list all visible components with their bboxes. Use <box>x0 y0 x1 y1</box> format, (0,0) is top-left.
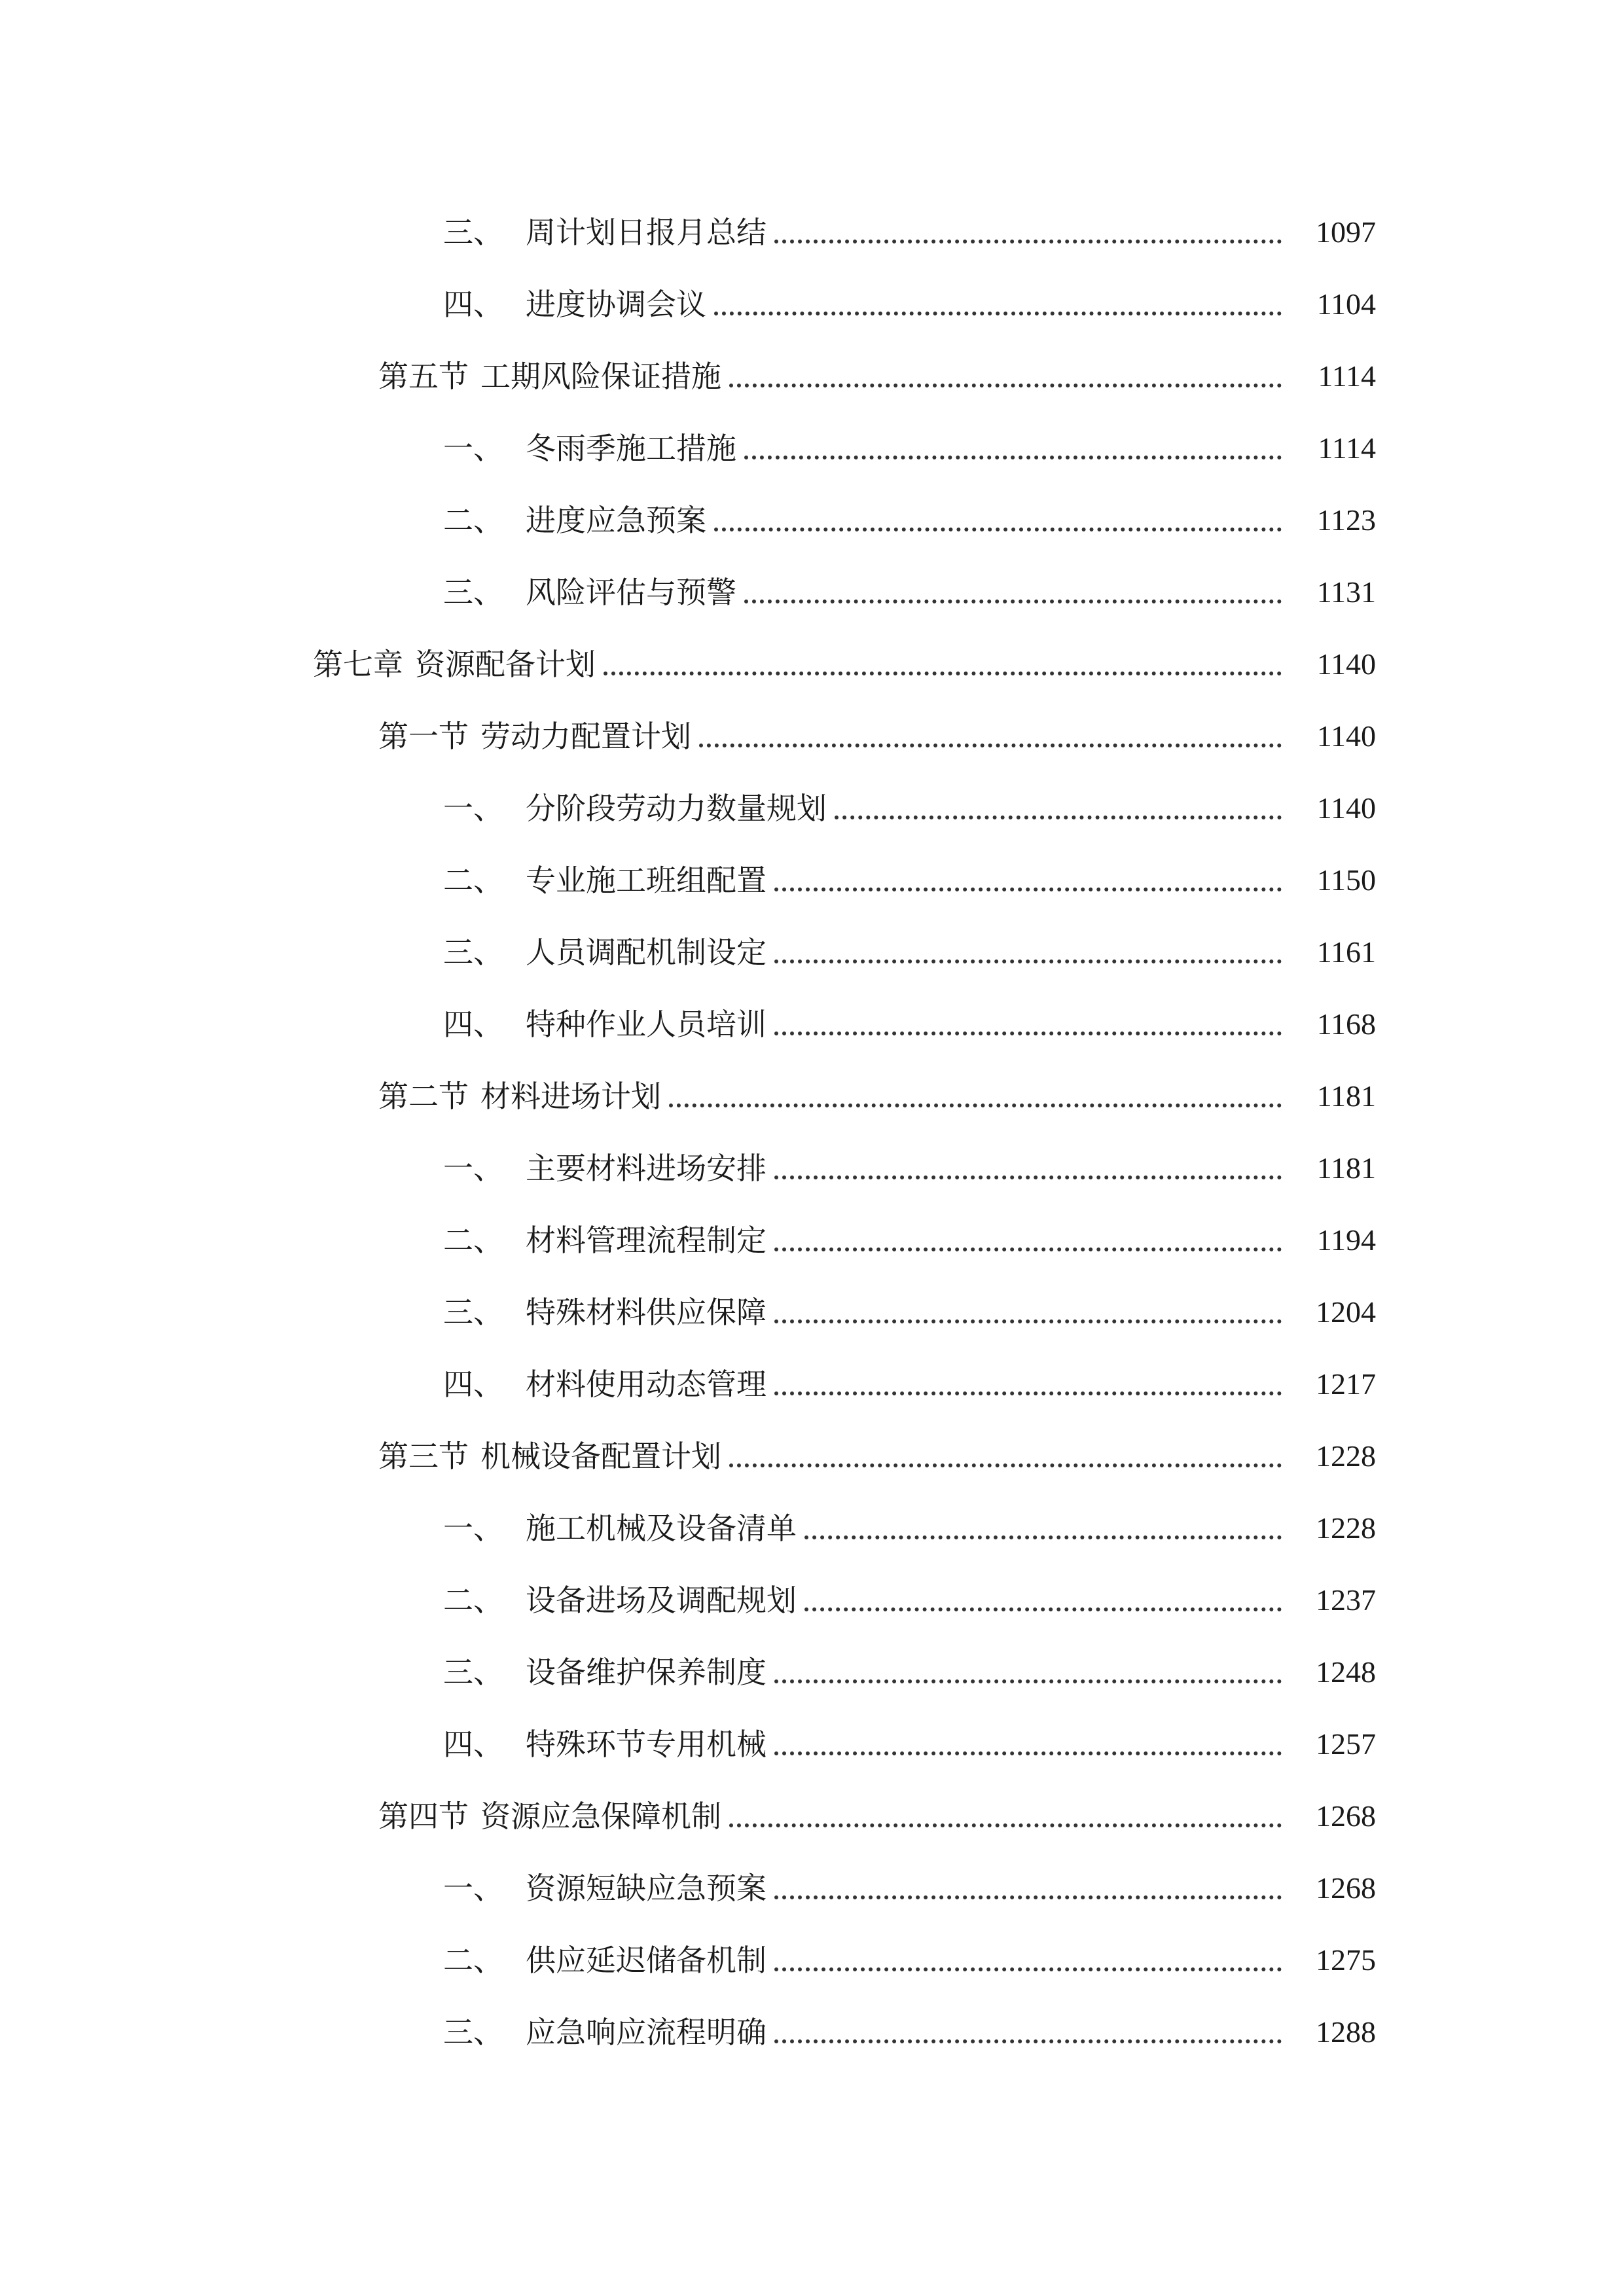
toc-entry[interactable] <box>0 1780 1624 1852</box>
toc-entry-title: 供应延迟储备机制 <box>526 1943 767 1978</box>
toc-entry[interactable] <box>0 916 1624 988</box>
toc-dot-leader <box>744 456 1282 459</box>
toc-entry-title: 设备维护保养制度 <box>526 1655 767 1690</box>
toc-entry-number: 三、 <box>443 2015 503 2050</box>
toc-entry-number: 三、 <box>443 215 503 250</box>
toc-dot-leader <box>804 1535 1282 1539</box>
toc-entry-title: 材料进场计划 <box>480 1079 661 1114</box>
toc-entry-title: 特殊材料供应保障 <box>526 1295 767 1330</box>
toc-entry-number: 四、 <box>443 1367 503 1402</box>
toc-dot-leader <box>774 1175 1282 1179</box>
toc-dot-leader <box>774 960 1282 963</box>
toc-entry-number: 四、 <box>443 1007 503 1042</box>
toc-dot-leader <box>804 1607 1282 1611</box>
toc-dot-leader <box>604 672 1282 675</box>
toc-entry-number: 一、 <box>443 431 503 466</box>
toc-entry-page-number: 1181 <box>1316 1079 1376 1113</box>
toc-dot-leader <box>774 240 1282 243</box>
toc-entry-title: 资源配备计划 <box>415 647 596 682</box>
toc-entry-number: 第五节 <box>378 359 469 394</box>
toc-entry-title: 资源应急保障机制 <box>480 1799 721 1834</box>
toc-entry[interactable] <box>0 196 1624 268</box>
toc-entry-number: 一、 <box>443 791 503 826</box>
toc-entry[interactable] <box>0 412 1624 484</box>
toc-entry-title: 机械设备配置计划 <box>480 1439 721 1474</box>
toc-entry-number: 二、 <box>443 1943 503 1978</box>
toc-entry[interactable] <box>0 1564 1624 1636</box>
toc-entry-page-number: 1275 <box>1316 1943 1376 1977</box>
toc-entry[interactable] <box>0 772 1624 844</box>
toc-entry-page-number: 1268 <box>1316 1871 1376 1905</box>
toc-entry[interactable] <box>0 1492 1624 1564</box>
toc-entry-page-number: 1257 <box>1316 1727 1376 1761</box>
toc-entry-title: 特种作业人员培训 <box>526 1007 767 1042</box>
toc-entry-title: 施工机械及设备清单 <box>526 1511 797 1546</box>
toc-entry-number: 第一节 <box>378 719 469 754</box>
toc-dot-leader <box>774 1031 1282 1035</box>
toc-entry-page-number: 1237 <box>1316 1583 1376 1617</box>
toc-entry[interactable] <box>0 1636 1624 1708</box>
toc-entry[interactable] <box>0 268 1624 340</box>
toc-entry-page-number: 1097 <box>1316 215 1376 249</box>
toc-dot-leader <box>729 384 1282 387</box>
toc-dot-leader <box>699 744 1282 747</box>
toc-entry-page-number: 1140 <box>1316 791 1376 825</box>
toc-entry-page-number: 1204 <box>1316 1295 1376 1329</box>
toc-entry-page-number: 1104 <box>1316 287 1376 321</box>
toc-dot-leader <box>714 528 1282 531</box>
toc-entry-title: 风险评估与预警 <box>526 575 736 610</box>
toc-entry[interactable] <box>0 1060 1624 1132</box>
toc-entry[interactable] <box>0 628 1624 700</box>
toc-entry-page-number: 1268 <box>1316 1799 1376 1833</box>
toc-dot-leader <box>744 600 1282 603</box>
toc-dot-leader <box>774 1751 1282 1755</box>
toc-entry[interactable] <box>0 988 1624 1060</box>
toc-entry-page-number: 1140 <box>1316 647 1376 681</box>
toc-dot-leader <box>774 1967 1282 1971</box>
toc-entry-title: 人员调配机制设定 <box>526 935 767 970</box>
toc-entry[interactable] <box>0 1924 1624 1996</box>
toc-entry-title: 材料管理流程制定 <box>526 1223 767 1258</box>
toc-entry-page-number: 1194 <box>1316 1223 1376 1257</box>
table-of-contents <box>0 196 1624 2068</box>
toc-dot-leader <box>774 1391 1282 1395</box>
toc-entry-title: 材料使用动态管理 <box>526 1367 767 1402</box>
toc-entry-title: 应急响应流程明确 <box>526 2015 767 2050</box>
toc-entry-title: 冬雨季施工措施 <box>526 431 736 466</box>
toc-entry-number: 一、 <box>443 1151 503 1186</box>
toc-entry-title: 工期风险保证措施 <box>480 359 721 394</box>
toc-entry-page-number: 1168 <box>1316 1007 1376 1041</box>
toc-entry-page-number: 1228 <box>1316 1511 1376 1545</box>
toc-entry-page-number: 1131 <box>1316 575 1376 609</box>
toc-entry-number: 四、 <box>443 1727 503 1762</box>
toc-entry-page-number: 1217 <box>1316 1367 1376 1401</box>
toc-entry-page-number: 1248 <box>1316 1655 1376 1689</box>
toc-entry-page-number: 1123 <box>1316 503 1376 537</box>
toc-entry-number: 三、 <box>443 1295 503 1330</box>
toc-dot-leader <box>774 1679 1282 1683</box>
toc-entry-title: 进度应急预案 <box>526 503 706 538</box>
toc-entry-title: 进度协调会议 <box>526 287 706 322</box>
toc-entry-title: 周计划日报月总结 <box>526 215 767 250</box>
toc-dot-leader <box>835 816 1282 819</box>
toc-entry[interactable] <box>0 1420 1624 1492</box>
toc-entry-number: 三、 <box>443 575 503 610</box>
toc-entry-page-number: 1114 <box>1318 431 1376 465</box>
toc-dot-leader <box>774 1247 1282 1251</box>
toc-entry-page-number: 1181 <box>1316 1151 1376 1185</box>
toc-entry[interactable] <box>0 1204 1624 1276</box>
toc-entry-title: 资源短缺应急预案 <box>526 1871 767 1906</box>
toc-entry[interactable] <box>0 1348 1624 1420</box>
toc-entry[interactable] <box>0 1132 1624 1204</box>
toc-entry-number: 一、 <box>443 1511 503 1546</box>
toc-entry-number: 第三节 <box>378 1439 469 1474</box>
toc-dot-leader <box>774 2039 1282 2043</box>
toc-entry-number: 三、 <box>443 1655 503 1690</box>
toc-entry-number: 三、 <box>443 935 503 970</box>
toc-entry-page-number: 1288 <box>1316 2015 1376 2049</box>
toc-dot-leader <box>774 888 1282 891</box>
toc-dot-leader <box>774 1895 1282 1899</box>
toc-entry-number: 第七章 <box>313 647 403 682</box>
toc-entry[interactable] <box>0 1852 1624 1924</box>
toc-entry-number: 二、 <box>443 503 503 538</box>
toc-entry-title: 专业施工班组配置 <box>526 863 767 898</box>
toc-dot-leader <box>729 1823 1282 1827</box>
toc-entry-title: 主要材料进场安排 <box>526 1151 767 1186</box>
toc-entry-page-number: 1140 <box>1316 719 1376 753</box>
toc-entry-number: 二、 <box>443 1583 503 1618</box>
toc-entry[interactable] <box>0 700 1624 772</box>
toc-entry[interactable] <box>0 844 1624 916</box>
toc-entry[interactable] <box>0 340 1624 412</box>
toc-entry[interactable] <box>0 1276 1624 1348</box>
toc-entry-title: 设备进场及调配规划 <box>526 1583 797 1618</box>
toc-entry-page-number: 1228 <box>1316 1439 1376 1473</box>
toc-dot-leader <box>714 312 1282 315</box>
toc-entry-number: 二、 <box>443 863 503 898</box>
toc-entry-number: 二、 <box>443 1223 503 1258</box>
toc-entry[interactable] <box>0 484 1624 556</box>
toc-entry[interactable] <box>0 1708 1624 1780</box>
toc-entry-title: 劳动力配置计划 <box>480 719 691 754</box>
toc-entry-number: 一、 <box>443 1871 503 1906</box>
toc-dot-leader <box>669 1103 1282 1107</box>
toc-dot-leader <box>729 1463 1282 1467</box>
toc-entry[interactable] <box>0 1996 1624 2068</box>
toc-entry-title: 特殊环节专用机械 <box>526 1727 767 1762</box>
toc-entry-page-number: 1114 <box>1318 359 1376 393</box>
toc-dot-leader <box>774 1319 1282 1323</box>
toc-entry[interactable] <box>0 556 1624 628</box>
toc-entry-title: 分阶段劳动力数量规划 <box>526 791 827 826</box>
toc-entry-page-number: 1161 <box>1316 935 1376 969</box>
toc-entry-number: 四、 <box>443 287 503 322</box>
toc-entry-number: 第四节 <box>378 1799 469 1834</box>
toc-entry-page-number: 1150 <box>1316 863 1376 897</box>
toc-entry-number: 第二节 <box>378 1079 469 1114</box>
